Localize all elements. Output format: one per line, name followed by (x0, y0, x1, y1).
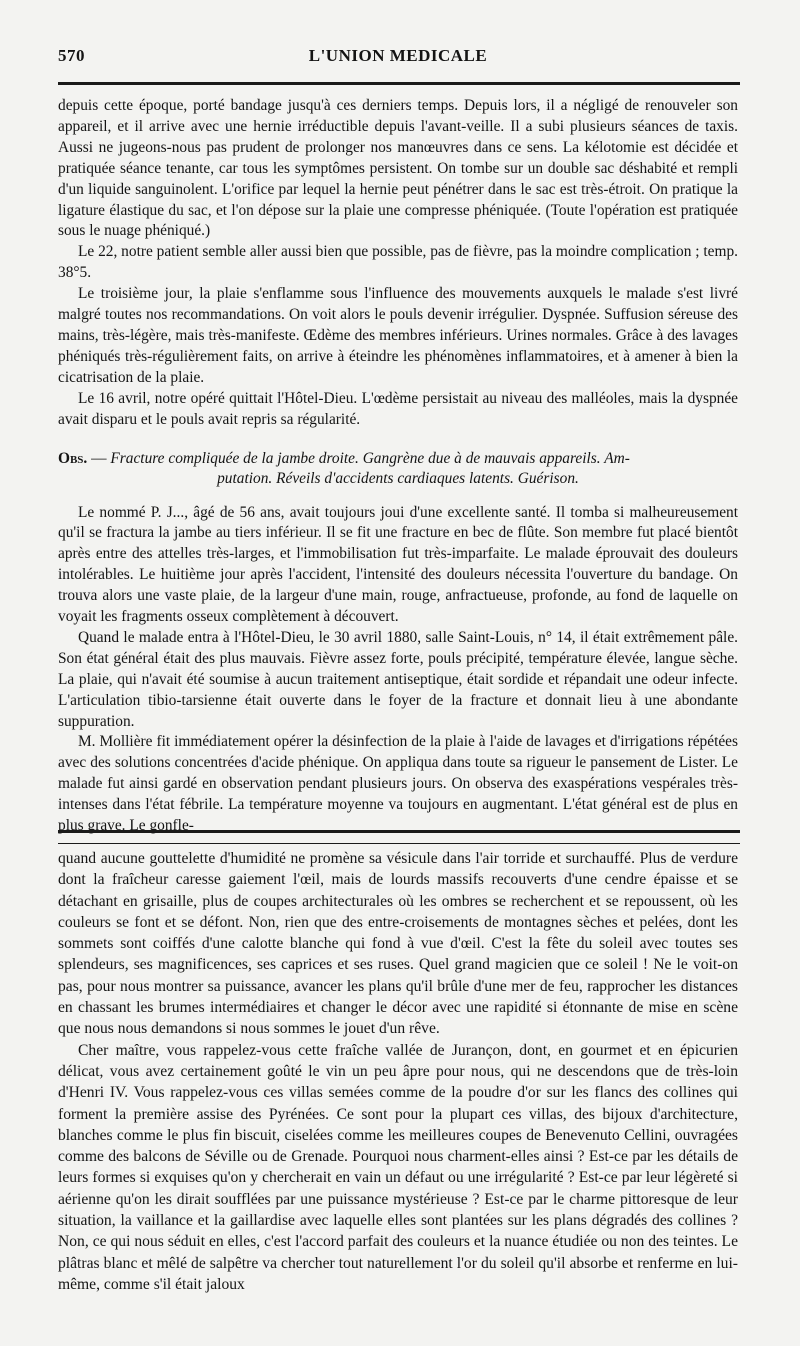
observation-title-line-1: Fracture compliquée de la jambe droite. Gangrène due à de mauvais appareils. Am- (110, 449, 630, 467)
observation-dash: — (87, 449, 111, 467)
page-number: 570 (58, 46, 85, 65)
article-paragraph: Le 22, notre patient semble aller aussi bien que possible, pas de fièvre, pas la moindre complication ; temp. 38°5. (58, 243, 738, 282)
article-paragraph: Le 16 avril, notre opéré quittait l'Hôtel-Dieu. L'œdème persistait au niveau des malléoles, mais la dyspnée avait disparu et le pouls avait repris sa régularité. (58, 389, 738, 428)
article-paragraph: Le troisième jour, la plaie s'enflamme sous l'influence des mouvements auxquels le malade s'est livré malgré toutes nos recommandations. On voit alors le pouls devenir irrégulier. Dyspnée. Suffusion séreuse des mains, très-légère, mais très-manifeste. Œdème des membres inférieurs. Urines normales. Grâce à des lavages phéniqués très-régulièrement faits, on arrive à éteindre les phénomènes inflammatoires, et à amener à bien la cicatrisation de la plaie. (58, 285, 738, 386)
running-header (58, 46, 738, 72)
feuilleton-column (58, 848, 738, 1295)
article-paragraph: M. Mollière fit immédiatement opérer la désinfection de la plaie à l'aide de lavages et d'irrigations répétées avec des solutions concentrées d'acide phénique. On appliqua dans toute sa rigueur le pansement de Lister. Le malade fut ainsi gardé en observation pendant plusieurs jours. On observa des exaspérations vespérales très-intenses dans l'état fébrile. La température moyenne va toujours en augmentant. L'état général est de plus en plus grave. Le gonfle- (58, 733, 738, 835)
article-paragraph: Le nommé P. J..., âgé de 56 ans, avait toujours joui d'une excellente santé. Il tomba si malheureusement qu'il se fractura la jambe au tiers inférieur. Il se fit une fracture en bec de flûte. Son membre fut placé bientôt après entre des attelles très-larges, et l'immobilisation fut très-imparfaite. Le malade éprouvait des douleurs intolérables. Le huitième jour après l'accident, l'intensité des douleurs nécessita l'ouverture du bandage. On trouva alors une vaste plaie, de la largeur d'une main, rouge, anfractueuse, profonde, au fond de laquelle on voyait les fragments osseux complètement à découvert. (58, 503, 738, 626)
feuilleton-paragraph: quand aucune gouttelette d'humidité ne promène sa vésicule dans l'air torride et surchauffé. Plus de verdure dont la fraîcheur caresse gaiement l'œil, mais de lourds massifs recouverts d'une cendre épaisse et se détachant en grisaille, plus de coupes architecturales où les ombres se recherchent et se repoussent, où les couleurs se font et se défont. Non, rien que des entre-croisements de montagnes sèches et pelées, dont les sommets sont coiffés d'une calotte blanche qui fond à vue d'œil. C'est la fête du soleil avec toutes ses splendeurs, ses magnificences, ses caprices et ses ruses. Quel grand magicien que ce soleil ! Ne le voit-on pas, pour nous montrer sa puissance, avancer les plans qu'il brûle d'une mer de feu, rapprocher les distances en chassant les brumes intermédiaires et changer le décor avec une rapidité si étonnante de mise en scène que nous nous demandons si nous sommes le jouet d'un rêve. (58, 850, 738, 1038)
article-column (58, 96, 738, 837)
observation-title-line-2: putation. Réveils d'accidents cardiaques latents. Guérison. (217, 469, 579, 487)
article-paragraph: depuis cette époque, porté bandage jusqu'à ces derniers temps. Depuis lors, il a négligé de renouveler son appareil, et il arrive avec une hernie irréductible depuis l'avant-veille. Il a subi plusieurs séances de taxis. Aussi ne jugeons-nous pas prudent de prolonger nos manœuvres dans ce sens. La kélotomie est décidée et pratiquée séance tenante, car tous les symptômes persistent. On tombe sur un double sac déshabité et rempli d'un liquide sanguinolent. L'orifice par lequel la hernie peut pénétrer dans le sac est très-étroit. On pratique la ligature élastique du sac, et l'on dépose sur la plaie une compresse phéniquée. (Toute l'opération est pratiquée sous le nuage phéniqué.) (58, 97, 738, 240)
feuilleton-paragraph: Cher maître, vous rappelez-vous cette fraîche vallée de Jurançon, dont, en gourmet et en épicurien délicat, vous avez certainement goûté le vin un peu âpre pour nous, qui ne descendons que de très-loin d'Henri IV. Vous rappelez-vous ces villas semées comme de la poudre d'or sur les flancs des collines qui forment la première assise des Pyrénées. Ce sont pour la plupart ces villas, des bijoux d'architecture, blanches comme le plus fin biscuit, ciselées comme les meilleures coupes de Benevenuto Cellini, ouvragées comme des balcons de Séville ou de Grenade. Pourquoi nous charment-elles ainsi ? Est-ce par les détails de leurs formes si exquises qu'on y chercherait en vain un défaut ou une irrégularité ? Est-ce par leur légèreté si aérienne qu'on les dirait soufflées par une puissance mystérieuse ? Est-ce par le charme pittoresque de leur situation, la vaillance et la gaillardise avec laquelle elles sont plantées sur les plans dégradés des collines ? Non, ce qui nous séduit en elles, c'est l'accord parfait des couleurs et la nuance étudiée ou non des teintes. Le plâtras blanc et mêlé de salpêtre va chercher tout naturellement l'or du soleil qu'il absorbe et renferme en lui-même, comme s'il était jaloux (58, 1041, 738, 1293)
article-paragraph: Quand le malade entra à l'Hôtel-Dieu, le 30 avril 1880, salle Saint-Louis, n° 14, il était extrêmement pâle. Son état général était des plus mauvais. Fièvre assez forte, pouls précipité, température élevée, langue sèche. La plaie, qui n'avait été soumise à aucun traitement antiseptique, était sordide et répandait une odeur infecte. L'articulation tibio-tarsienne était ouverte dans le foyer de la fracture et donnait lieu à une abondante suppuration. (58, 628, 738, 730)
feuilleton-rule (58, 830, 740, 844)
journal-title: L'UNION MEDICALE (308, 46, 488, 65)
observation-heading (58, 449, 738, 489)
header-rule (58, 82, 740, 85)
observation-label: Obs. (58, 449, 88, 467)
